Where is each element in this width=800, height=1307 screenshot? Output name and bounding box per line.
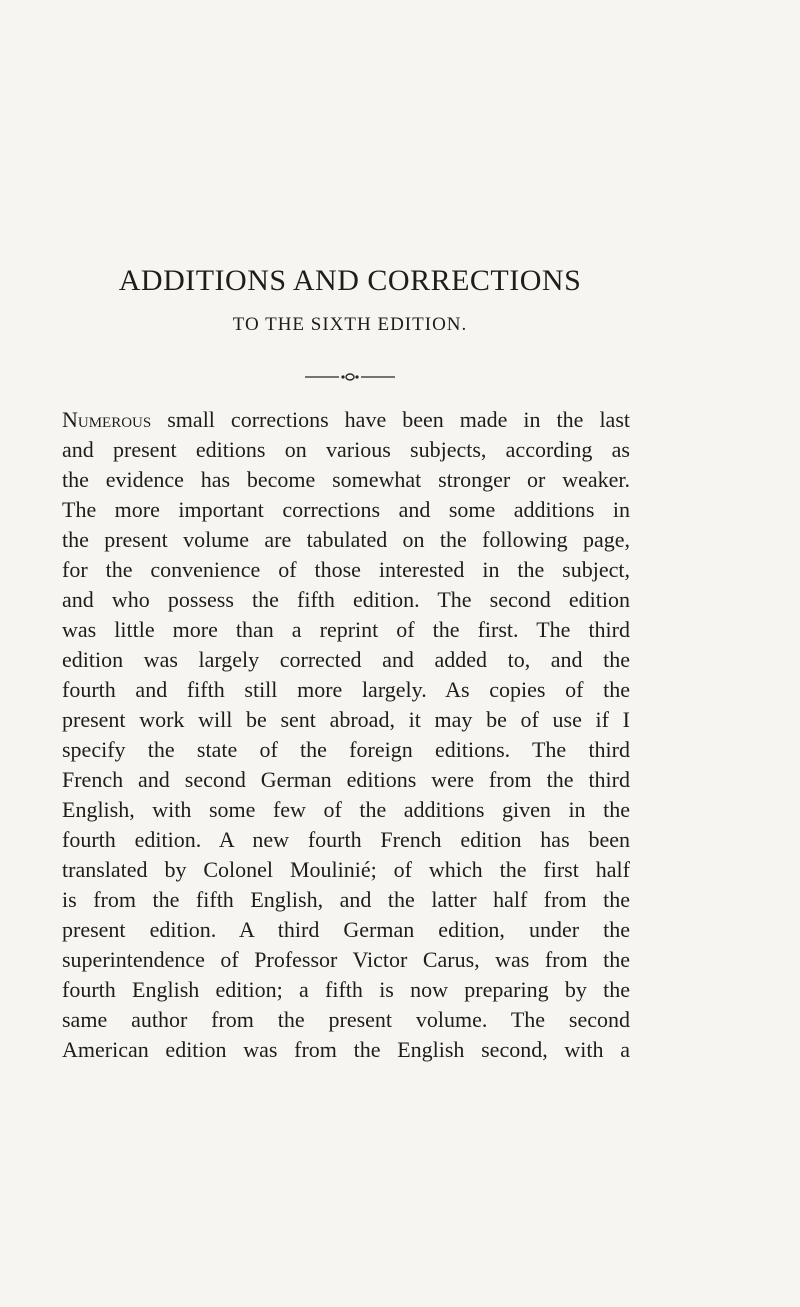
text-line: for the convenience of those interested in the subject,: [62, 557, 630, 582]
text-line: same author from the present volume. The second: [62, 1007, 630, 1032]
text-line: the evidence has become somewhat stronger or weaker.: [62, 467, 630, 492]
text-line: American edition was from the English second, with a: [62, 1037, 630, 1062]
text-line: and present editions on various subjects, according as: [62, 437, 630, 462]
first-word: Numerous: [62, 407, 152, 432]
text-line: superintendence of Professor Victor Carus, was from the: [62, 947, 630, 972]
text-line: English, with some few of the additions given in the: [62, 797, 630, 822]
text-line: fourth edition. A new fourth French edition has been: [62, 827, 630, 852]
text-line: specify the state of the foreign editions. The third: [62, 737, 630, 762]
text-line: present work will be sent abroad, it may be of use if I: [62, 707, 630, 732]
text-line: translated by Colonel Moulinié; of which the first half: [62, 857, 630, 882]
text-line: Numerous small corrections have been made in the last: [62, 407, 630, 432]
text-line: The more important corrections and some additions in: [62, 497, 630, 522]
text-line: fourth English edition; a fifth is now preparing by the: [62, 977, 630, 1002]
text-line: the present volume are tabulated on the following page,: [62, 527, 630, 552]
page-title: ADDITIONS AND CORRECTIONS: [118, 264, 582, 297]
text-line: fourth and fifth still more largely. As copies of the: [62, 677, 630, 702]
text-line: and who possess the fifth edition. The second edition: [62, 587, 630, 612]
text-line: was little more than a reprint of the first. The third: [62, 617, 630, 642]
ornamental-rule-icon: [305, 372, 395, 382]
body-paragraph: [62, 405, 630, 1065]
text-line: French and second German editions were from the third: [62, 767, 630, 792]
text-line: is from the fifth English, and the latter half from the: [62, 887, 630, 912]
page-subtitle: TO THE SIXTH EDITION.: [232, 314, 468, 335]
text-line: edition was largely corrected and added to, and the: [62, 647, 630, 672]
text-line: present edition. A third German edition, under the: [62, 917, 630, 942]
